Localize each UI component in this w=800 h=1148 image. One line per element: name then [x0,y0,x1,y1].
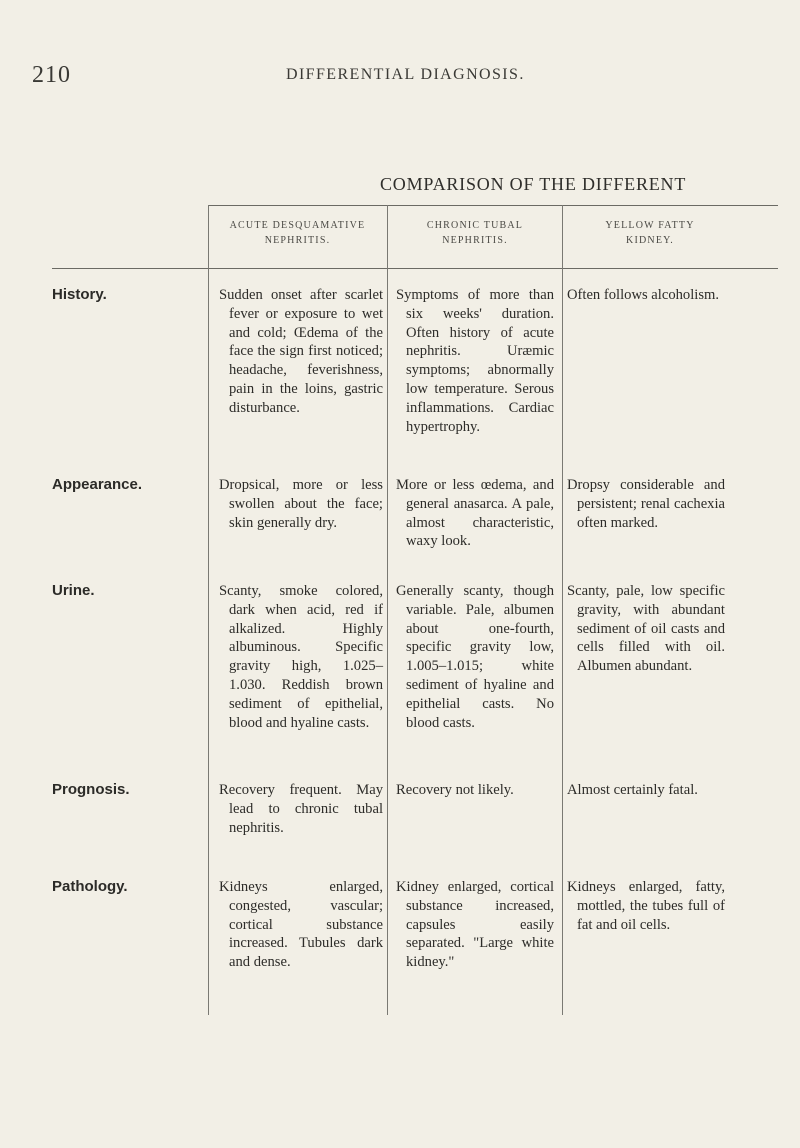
cell-appearance-fatty: Dropsy considerable and persistent; renal cachexia often marked. [567,477,725,531]
column-header-line: KIDNEY. [626,235,674,246]
page-number: 210 [32,62,71,88]
column-header-chronic [389,218,561,248]
cell-history-acute: Sudden onset after scarlet fever or exposure to wet and cold; Œdema of the face the sign first noticed; headache, feverishness, pain in the loins, gastric disturbance. [219,287,383,416]
column-header-fatty [564,218,736,248]
cell-history-chronic: Symptoms of more than six weeks' duration. Often history of acute nephritis. Uræmic symptoms; abnormally low temperature. Serous inflammations. Cardiac hypertrophy. [396,287,554,435]
cell-appearance-acute: Dropsical, more or less swollen about the face; skin generally dry. [219,477,383,531]
cell-pathology-acute: Kidneys enlarged, congested, vascular; cortical substance increased. Tubules dark and dense. [219,879,383,971]
running-head: DIFFERENTIAL DIAGNOSIS. [286,66,525,83]
cell-urine-acute: Scanty, smoke colored, dark when acid, red if alkalized. Highly albuminous. Specific gravity high, 1.025–1.030. Reddish brown sediment of epithelial, blood and hyaline casts. [219,583,383,731]
column-header-line: ACUTE DESQUAMATIVE [229,220,366,231]
column-header-acute [210,218,385,248]
header-bottom-rule [52,268,778,269]
row-label-pathology: Pathology. [52,878,128,895]
cell-urine-chronic: Generally scanty, though variable. Pale, albumen about one-fourth, specific gravity low, 1.005–1.015; white sediment of hyaline and epithelial casts. No blood casts. [396,583,554,731]
row-label-prognosis: Prognosis. [52,781,130,798]
cell-prognosis-acute: Recovery frequent. May lead to chronic tubal nephritis. [219,782,383,836]
row-label-history: History. [52,286,107,303]
column-divider [208,205,209,1015]
column-header-line: CHRONIC TUBAL [426,220,524,231]
cell-prognosis-fatty: Almost certainly fatal. [567,782,698,798]
row-label-appearance: Appearance. [52,476,143,493]
table-title: COMPARISON OF THE DIFFERENT [380,174,687,194]
column-divider [562,205,563,1015]
table-top-rule [208,205,778,206]
cell-appearance-chronic: More or less œdema, and general anasarca. A pale, almost characteristic, waxy look. [396,477,554,550]
row-label-urine: Urine. [52,582,95,599]
column-header-line: NEPHRITIS. [442,235,508,246]
column-header-line: YELLOW FATTY [605,220,695,231]
cell-pathology-fatty: Kidneys enlarged, fatty, mottled, the tubes full of fat and oil cells. [567,879,725,933]
cell-pathology-chronic: Kidney enlarged, cortical substance increased, capsules easily separated. "Large white kidney." [396,879,554,971]
cell-urine-fatty: Scanty, pale, low specific gravity, with abundant sediment of oil casts and cells filled with oil. Albumen abundant. [567,583,725,675]
cell-history-fatty: Often follows alcoholism. [567,287,719,303]
column-divider [387,205,388,1015]
column-header-line: NEPHRITIS. [264,235,331,246]
cell-prognosis-chronic: Recovery not likely. [396,782,514,798]
